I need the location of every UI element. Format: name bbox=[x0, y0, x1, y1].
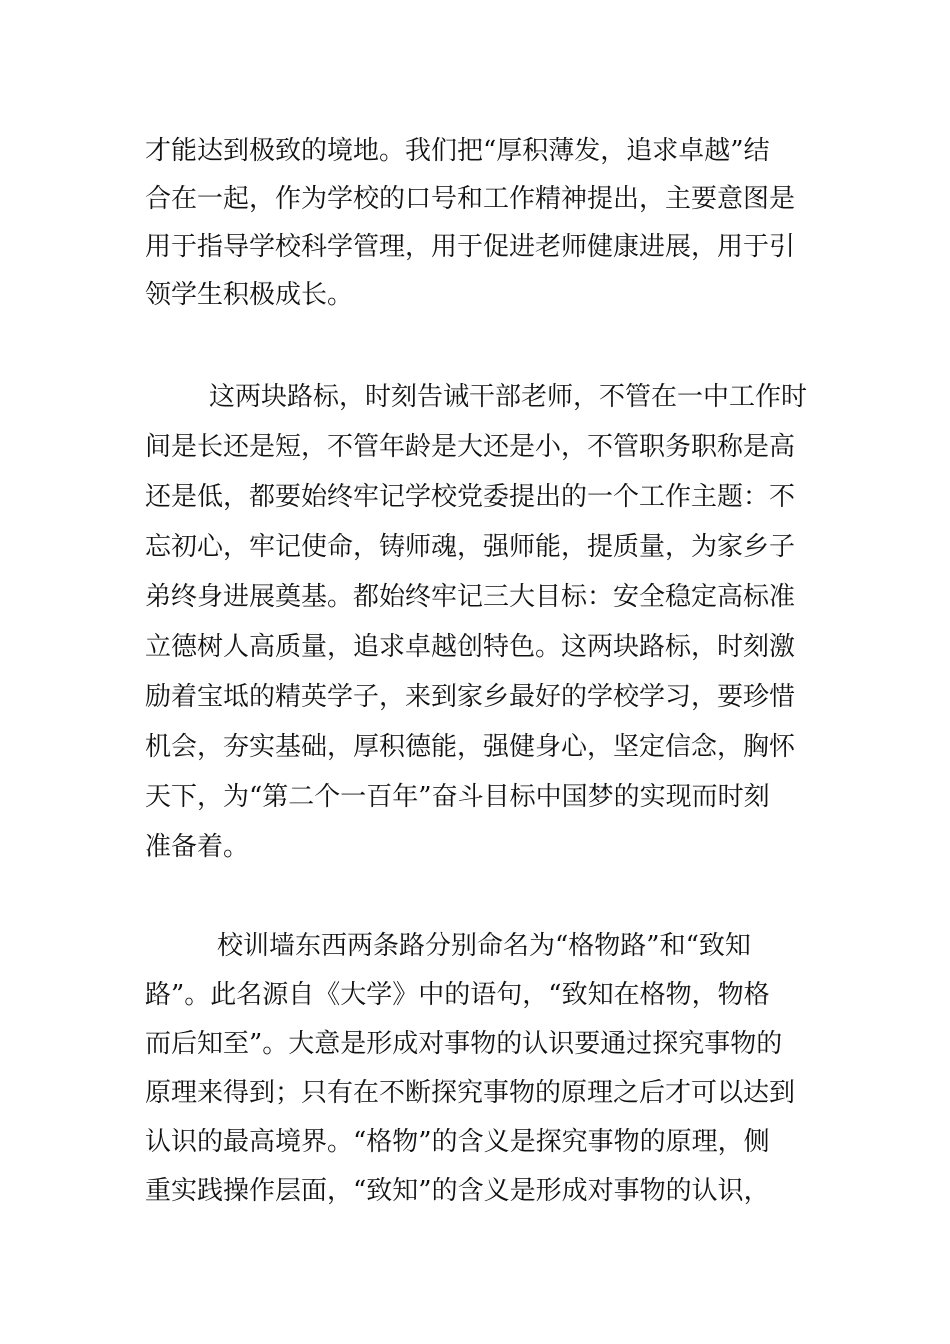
paragraph-line: 原理来得到；只有在不断探究事物的原理之后才可以达到 bbox=[145, 1078, 796, 1108]
paragraph-line: 弟终身进展奠基。都始终牢记三大目标：安全稳定高标准 bbox=[145, 582, 796, 612]
paragraph-line: 才能达到极致的境地。我们把“厚积薄发，追求卓越”结 bbox=[145, 136, 770, 166]
paragraph-line: 认识的最高境界。“格物”的含义是探究事物的原理，侧 bbox=[145, 1127, 770, 1157]
paragraph-line: 合在一起，作为学校的口号和工作精神提出，主要意图是 bbox=[145, 184, 796, 214]
paragraph-line: 用于指导学校科学管理，用于促进老师健康进展，用于引 bbox=[145, 232, 796, 262]
paragraph-line: 校训墙东西两条路分别命名为“格物路”和“致知 bbox=[217, 931, 751, 961]
paragraph-line: 忘初心，牢记使命，铸师魂，强师能，提质量，为家乡子 bbox=[145, 532, 796, 562]
paragraph-line: 而后知至”。大意是形成对事物的认识要通过探究事物的 bbox=[145, 1029, 783, 1059]
paragraph-line: 领学生积极成长。 bbox=[145, 280, 354, 310]
paragraph-line: 天下，为“第二个一百年”奋斗目标中国梦的实现而时刻 bbox=[145, 782, 770, 812]
paragraph-line: 路”。此名源自《大学》中的语句，“致知在格物，物格 bbox=[145, 980, 770, 1010]
paragraph-line: 重实践操作层面，“致知”的含义是形成对事物的认识， bbox=[145, 1176, 770, 1206]
paragraph-line: 间是长还是短，不管年龄是大还是小，不管职务职称是高 bbox=[145, 432, 796, 462]
paragraph-line: 这两块路标，时刻告诫干部老师，不管在一中工作时 bbox=[209, 382, 808, 412]
paragraph-line: 立德树人高质量，追求卓越创特色。这两块路标，时刻激 bbox=[145, 632, 796, 662]
paragraph-line: 机会，夯实基础，厚积德能，强健身心，坚定信念，胸怀 bbox=[145, 732, 796, 762]
paragraph-line: 励着宝坻的精英学子，来到家乡最好的学校学习，要珍惜 bbox=[145, 682, 796, 712]
paragraph-line: 准备着。 bbox=[145, 832, 250, 862]
paragraph-line: 还是低，都要始终牢记学校党委提出的一个工作主题：不 bbox=[145, 482, 796, 512]
